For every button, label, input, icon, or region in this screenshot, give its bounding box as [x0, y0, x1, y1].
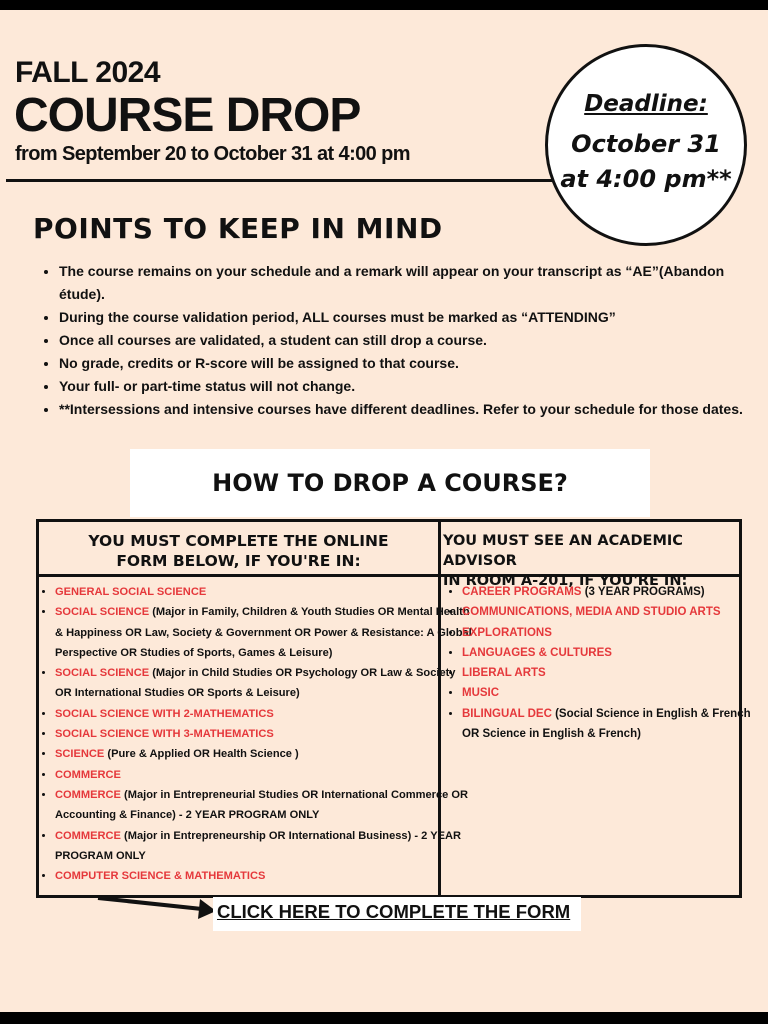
arrow-right-icon — [96, 893, 220, 921]
complete-form-link[interactable] — [213, 897, 581, 931]
page-title: COURSE DROP — [14, 89, 361, 142]
how-to-banner — [130, 449, 650, 517]
list-item: • No grade, credits or R-score will be assigned to that course. — [59, 352, 749, 375]
how-to-heading: HOW TO DROP A COURSE? — [212, 469, 568, 497]
online-form-programs — [17, 582, 475, 886]
list-item — [55, 765, 475, 785]
program-detail: (3 YEAR PROGRAMS) — [584, 586, 705, 598]
advisor-programs — [441, 582, 758, 744]
list-item — [55, 724, 475, 744]
list-item: • Your full- or part-time status will not change. — [59, 375, 749, 398]
program-name: MUSIC — [462, 687, 500, 700]
list-item: • **Intersessions and intensive courses have different deadlines. Refer to your schedule for those dates. — [59, 398, 749, 421]
advisor-header: YOU MUST SEE AN ACADEMIC ADVISOR IN ROOM A-201, IF YOU'RE IN: — [443, 533, 688, 589]
deadline-time: at 4:00 pm** — [560, 165, 732, 193]
list-item — [462, 582, 758, 602]
program-name: COMMERCE — [55, 788, 121, 801]
deadline-label: Deadline: — [584, 91, 708, 117]
program-name: COMMUNICATIONS, MEDIA AND STUDIO ARTS — [462, 606, 721, 619]
points-heading: POINTS TO KEEP IN MIND — [33, 212, 443, 245]
online-form-header: YOU MUST COMPLETE THE ONLINE FORM BELOW, IF YOU'RE IN: — [88, 532, 389, 570]
header-divider — [6, 179, 556, 182]
program-name: SCIENCE — [55, 748, 105, 761]
list-item — [55, 602, 475, 663]
season-heading: FALL 2024 — [15, 56, 161, 89]
program-name: BILINGUAL DEC — [462, 707, 552, 720]
list-item: • Once all courses are validated, a student can still drop a course. — [59, 329, 749, 352]
points-list — [40, 260, 749, 421]
program-name: SOCIAL SCIENCE WITH 3-MATHEMATICS — [55, 728, 274, 741]
program-name: COMMERCE — [55, 768, 121, 781]
list-item — [55, 826, 475, 867]
program-name: SOCIAL SCIENCE WITH 2-MATHEMATICS — [55, 707, 274, 720]
program-name: SOCIAL SCIENCE — [55, 606, 150, 619]
program-name: COMMERCE — [55, 829, 121, 842]
program-detail: (Pure & Applied OR Health Science ) — [107, 748, 299, 761]
list-item — [55, 582, 475, 602]
program-name: EXPLORATIONS — [462, 626, 552, 639]
program-detail: (Major in Family, Children & Youth Studies OR Mental Health & Happiness OR Law, Society & Government OR Power & Resistance: A Global Perspective OR Studies of Sports, Games & Leisure) — [55, 606, 472, 659]
program-detail: (Major in Child Studies OR Psychology OR Law & Society OR International Studies OR Sports & Leisure) — [55, 667, 456, 700]
list-item: • During the course validation period, ALL courses must be marked as “ATTENDING” — [59, 306, 749, 329]
program-name: LANGUAGES & CULTURES — [462, 646, 612, 659]
list-item: • The course remains on your schedule and a remark will appear on your transcript as “AE”(Abandon étude). — [59, 260, 749, 306]
program-name: CAREER PROGRAMS — [462, 586, 582, 598]
list-item — [55, 704, 475, 724]
list-item — [462, 663, 758, 683]
list-item — [462, 643, 758, 663]
program-name: GENERAL SOCIAL SCIENCE — [55, 586, 207, 598]
program-detail: (Major in Entrepreneurship OR International Business) - 2 YEAR PROGRAM ONLY — [55, 829, 462, 862]
list-item — [462, 602, 758, 622]
list-item — [55, 785, 475, 826]
complete-form-link-label[interactable]: CLICK HERE TO COMPLETE THE FORM — [217, 901, 571, 922]
deadline-badge — [545, 44, 747, 246]
deadline-date: October 31 — [571, 130, 721, 158]
list-item — [462, 704, 758, 745]
program-detail: (Major in Entrepreneurial Studies OR International Commerce OR Accounting & Finance) - 2 YEAR PROGRAM ONLY — [55, 788, 469, 822]
list-item — [462, 683, 758, 703]
instructions-table — [36, 519, 751, 898]
list-item — [55, 744, 475, 764]
list-item — [462, 623, 758, 643]
bottom-border — [0, 1012, 768, 1024]
program-name: LIBERAL ARTS — [462, 667, 546, 680]
program-detail: (Social Science in English & French OR Science in English & French) — [462, 707, 751, 741]
top-border — [0, 0, 768, 10]
program-name: COMPUTER SCIENCE & MATHEMATICS — [55, 870, 266, 883]
list-item — [55, 866, 475, 886]
list-item — [55, 663, 475, 704]
date-range: from September 20 to October 31 at 4:00 pm — [15, 143, 410, 165]
program-name: SOCIAL SCIENCE — [55, 667, 150, 680]
